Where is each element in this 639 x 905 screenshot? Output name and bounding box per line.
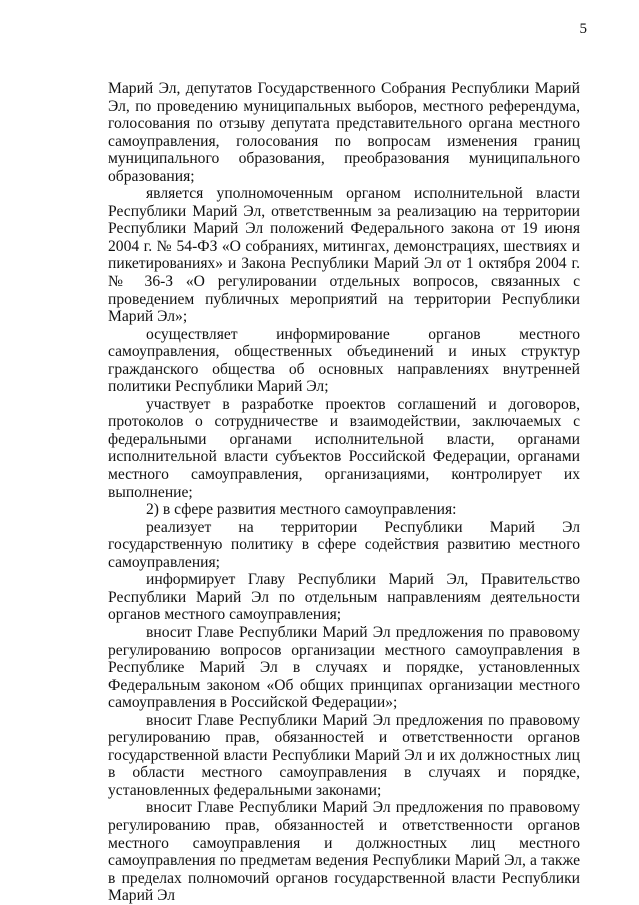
paragraph-proposals-local-bodies: вносит Главе Республики Марий Эл предложения по правовому регулированию прав, обязанностей и ответственности органов местного самоуправления и должностных лиц местного самоуправления по предметам ведения Республики Марий Эл, а также в пределах полномочий органов государственной власти Республики Марий Эл <box>108 799 580 905</box>
paragraph-proposals-state-bodies: вносит Главе Республики Марий Эл предложения по правовому регулированию прав, обязанностей и ответственности органов государственной власти Республики Марий Эл и их должностных лиц в области местного самоуправления в случаях и порядке, установленных федеральными законами; <box>108 711 580 799</box>
paragraph-authorized-body: является уполномоченным органом исполнительной власти Республики Марий Эл, ответственным за реализацию на территории Республики Марий Эл положений Федерального закона от 19 июня 2004 г. № 54-ФЗ «О собраниях, митингах, демонстрациях, шествиях и пикетированиях» и Закона Республики Марий Эл от 1 октября 2004 г. № 36-З «О регулировании отдельных вопросов, связанных с проведением публичных мероприятий на территории Республики Марий Эл»; <box>108 185 580 326</box>
paragraph-agreements: участвует в разработке проектов соглашений и договоров, протоколов о сотрудничестве и взаимодействии, заключаемых с федеральными органами исполнительной власти, органами исполнительной власти субъектов Российской Федерации, органами местного самоуправления, организациями, контролирует их выполнение; <box>108 395 580 501</box>
paragraph-continuation: Марий Эл, депутатов Государственного Собрания Республики Марий Эл, по проведению муниципальных выборов, местного референдума, голосования по отзыву депутата представительного органа местного самоуправления, голосования по вопросам изменения границ муниципального образования, преобразования муниципального образования; <box>108 80 580 185</box>
document-body <box>108 80 580 905</box>
paragraph-informing: осуществляет информирование органов местного самоуправления, общественных объединений и иных структур гражданского общества об основных направлениях внутренней политики Республики Марий Эл; <box>108 325 580 396</box>
paragraph-informs-head: информирует Главу Республики Марий Эл, Правительство Республики Марий Эл по отдельным направлениям деятельности органов местного самоуправления; <box>108 571 580 624</box>
section-heading-local-self-government: 2) в сфере развития местного самоуправления: <box>146 501 457 519</box>
paragraph-implements-policy: реализует на территории Республики Марий Эл государственную политику в сфере содействия развитию местного самоуправления; <box>108 518 580 571</box>
paragraph-proposals-organization: вносит Главе Республики Марий Эл предложения по правовому регулированию вопросов организации местного самоуправления в Республике Марий Эл в случаях и порядке, установленных Федеральным законом «Об общих принципах организации местного самоуправления в Российской Федерации»; <box>108 623 580 712</box>
page-number: 5 <box>579 21 587 37</box>
